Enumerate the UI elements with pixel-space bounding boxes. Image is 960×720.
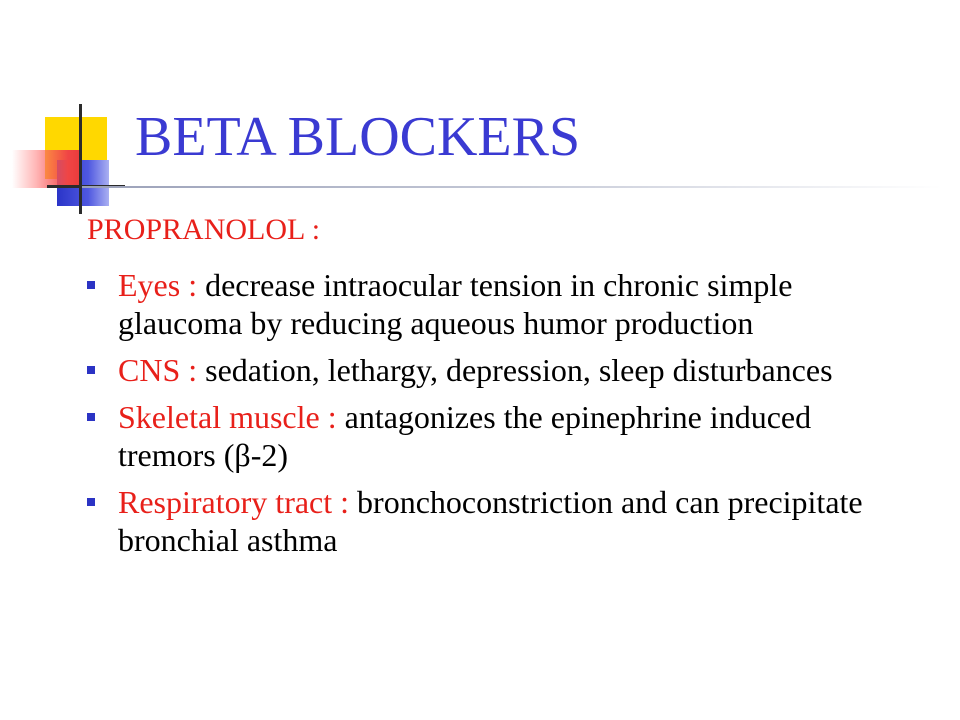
corner-ornament-red-bar bbox=[12, 150, 82, 188]
effects-list bbox=[87, 266, 887, 568]
bullet-square-icon bbox=[87, 366, 95, 374]
bullet-text: antagonizes the epinephrine induced tremors (β-2) bbox=[118, 399, 812, 473]
bullet-term: Respiratory tract : bbox=[118, 484, 350, 520]
corner-ornament-vertical-line bbox=[79, 104, 82, 214]
slide-title: BETA BLOCKERS bbox=[135, 106, 581, 168]
bullet-term: Skeletal muscle : bbox=[118, 399, 337, 435]
bullet-respiratory-tract bbox=[87, 483, 887, 559]
bullet-text: bronchoconstriction and can precipitate bronchial asthma bbox=[118, 484, 863, 558]
bullet-eyes bbox=[87, 266, 887, 342]
bullet-term: Eyes : bbox=[118, 267, 198, 303]
title-underline bbox=[82, 186, 942, 188]
bullet-term: CNS : bbox=[118, 352, 198, 388]
bullet-skeletal-muscle bbox=[87, 398, 887, 474]
bullet-square-icon bbox=[87, 413, 95, 421]
bullet-square-icon bbox=[87, 498, 95, 506]
bullet-text: sedation, lethargy, depression, sleep disturbances bbox=[205, 352, 833, 388]
bullet-square-icon bbox=[87, 281, 95, 289]
bullet-cns bbox=[87, 351, 887, 389]
drug-subheading: PROPRANOLOL : bbox=[87, 213, 321, 246]
bullet-text: decrease intraocular tension in chronic simple glaucoma by reducing aqueous humor production bbox=[118, 267, 793, 341]
